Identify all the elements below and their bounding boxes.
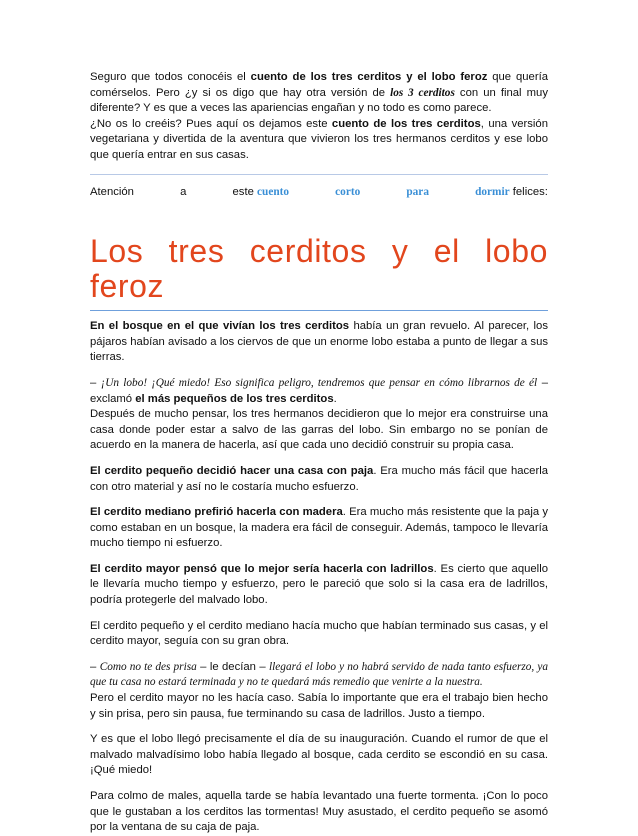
story-text: . Era mucho más resistente que la paja y como estaban en un bosque, la madera era fácil de conseguir. Además, tampoco le llevaría mucho tiempo ni esfuerzo. [90,506,548,550]
story-text: . Era mucho más fácil que hacerla con otro material y así no le costaría mucho esfuerzo. [90,464,548,493]
story-paragraph: Pero el cerdito mayor no les hacía caso. Sabía lo importante que era el trabajo bien hecho y sin prisa, pero sin pausa, fue terminando su casa de ladrillos. Justo a tiempo. [90,692,548,720]
story-bold-phrase: el más pequeños de los tres cerditos [135,392,334,405]
title-underline [90,310,548,311]
story-bold-phrase: El cerdito mediano prefirió hacerla con madera [90,506,343,519]
story-text: – exclamó [90,376,549,405]
story-text: – le decían – [196,660,270,673]
story-text: había un gran revuelo. Al parecer, los pájaros habían avisado a los ciervos de que un enorme lobo estaba a punto de llegar a sus tierras. [90,320,548,364]
attention-word: Atención [90,185,134,198]
attention-group [233,185,290,201]
link-dormir[interactable]: dormir [475,185,510,198]
story-bold-phrase: El cerdito mayor pensó que lo mejor sería hacerla con ladrillos [90,562,434,575]
story-dialogue [90,376,548,407]
dialogue-italic: ¡Un lobo! ¡Qué miedo! Eso significa peligro, tendremos que pensar en cómo librarnos de él [100,376,538,389]
document-page [90,70,548,836]
story-paragraph: Para colmo de males, aquella tarde se había levantado una fuerte tormenta. ¡Con lo poco que le gustaban a los cerditos las tormentas! Muy asustado, el cerdito pequeño se asomó por la ventana de su caja de paja. [90,790,548,834]
story-paragraph [90,505,548,552]
attention-word: este [232,185,254,198]
story-text: . Es cierto que aquello le llevaría mucho tiempo y esfuerzo, pero le pareció que solo si la casa era de ladrillos, podría protegerle del malvado lobo. [90,562,548,607]
story-paragraph: Después de mucho pensar, los tres hermanos decidieron que lo mejor era construirse una casa donde poder estar a salvo de las garras del lobo. Sin embargo no se ponían de acuerdo en la manera de hacerla, así que cada uno decidió construir su propia casa. [90,408,548,452]
attention-group [475,185,548,201]
dash: – [90,660,100,673]
attention-word: a [180,185,187,198]
link-cuento[interactable]: cuento [257,185,290,198]
story-bold-phrase: El cerdito pequeño decidió hacer una casa con paja [90,464,374,477]
dash: – [90,376,101,389]
story-paragraph: Y es que el lobo llegó precisamente el día de su inauguración. Cuando el rumor de que el malvado malvadísimo lobo había llegado al bosque, cada cerdito se escondió en su casa. ¡Qué miedo! [90,733,548,777]
intro-paragraph-2 [90,117,548,164]
story-paragraph: El cerdito pequeño y el cerdito mediano hacía mucho que habían terminado sus casas, y el cerdito mayor, seguía con su gran obra. [90,619,548,648]
intro-bold-phrase: cuento de los tres cerditos [331,117,481,130]
attention-word: felices: [512,185,548,198]
divider [90,174,548,175]
intro-text: Seguro que todos conocéis el [90,71,251,83]
dialogue-italic: llegará el lobo y no habrá servido de nada tanto esfuerzo, ya que tu casa no estará terminada y no te quedará más remedio que venirte a la nuestra. [90,660,548,689]
dialogue-italic: Como no te des prisa [99,660,197,673]
story-dialogue [90,660,548,691]
story-title: Los tres cerditos y el lobo feroz [90,233,548,305]
story-bold-phrase: En el bosque en el que vivían los tres cerditos [90,320,350,333]
story-paragraph [90,562,548,609]
intro-bold-phrase: cuento de los tres cerditos y el lobo feroz [250,71,488,83]
story-paragraph [90,464,548,495]
story-text: . [333,392,337,405]
intro-serif-phrase: los 3 cerditos [390,86,455,99]
link-corto[interactable]: corto [335,185,361,198]
intro-text: , una versión vegetariana y divertida de la aventura que vivieron los tres hermanos cerditos y ese lobo que quería entrar en sus casas. [90,117,548,161]
intro-text: con un final muy diferente? Y es que a veces las apariencias engañan y no todo es como parece. [90,86,548,115]
intro-paragraph-1 [90,70,548,117]
story-paragraph [90,319,548,366]
intro-text: ¿No os lo creéis? Pues aquí os dejamos este [90,117,332,130]
link-para[interactable]: para [406,185,429,198]
intro-text: que quería comérselos. Pero ¿y si os digo que hay otra versión de [90,71,548,99]
attention-line [90,185,548,201]
